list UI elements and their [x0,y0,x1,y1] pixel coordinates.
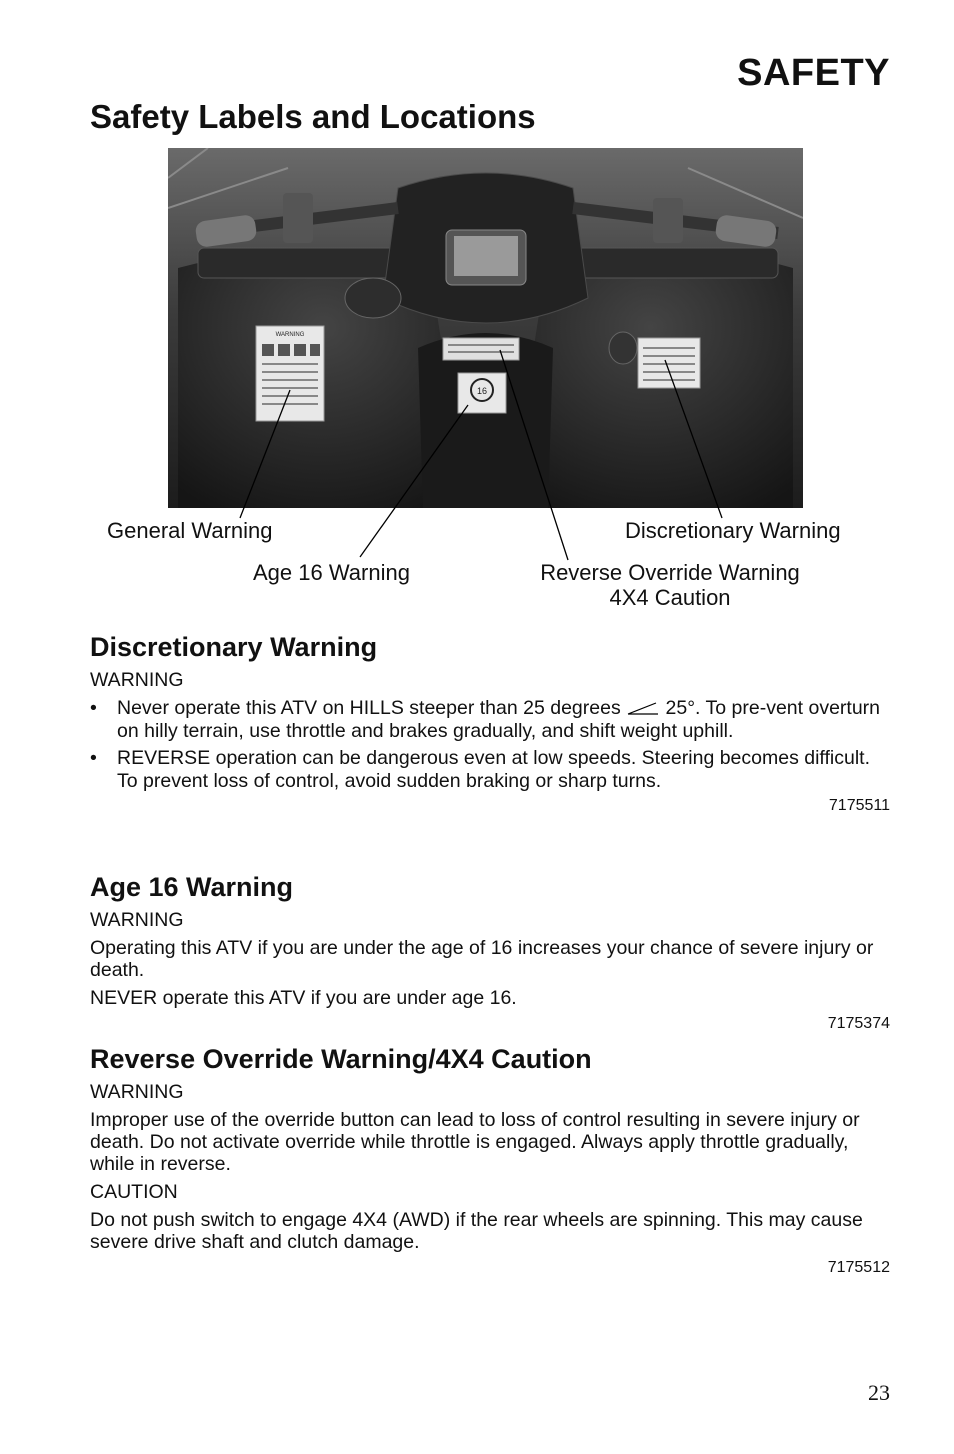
bullet-icon: • [90,697,97,719]
part-number: 7175512 [827,1259,890,1276]
paragraph: Improper use of the override button can lead to loss of control resulting in severe injury or death. Do not activate override while throttle is engaged. Always apply throttle gradually, while in reverse. [90,1109,860,1175]
svg-text:WARNING: WARNING [275,332,305,338]
callout-general-warning: General Warning [107,518,273,543]
part-number: 7175511 [828,797,890,814]
part-number: 7175374 [827,1015,890,1032]
chapter-heading: SAFETY [737,52,890,94]
section-discretionary-warning [90,632,890,815]
warning-label: WARNING [90,669,184,691]
list-item: • REVERSE operation can be dangerous even at low speeds. Steering becomes difficult. To prevent loss of control, avoid sudden braking or sharp turns. [90,747,871,792]
caution-label: CAUTION [90,1181,178,1203]
callout-reverse-line1: Reverse Override Warning [540,560,800,585]
paragraph: NEVER operate this ATV if you are under age 16. [90,987,517,1009]
section-heading: Discretionary Warning [90,632,378,662]
callout-reverse-line2: 4X4 Caution [609,585,731,610]
section-heading: Reverse Override Warning/4X4 Caution [90,1044,592,1074]
paragraph: Operating this ATV if you are under the age of 16 increases your chance of severe injury or death. [90,937,874,981]
page-number: 23 [868,1380,890,1405]
list-item: • Never operate this ATV on HILLS steeper than 25 degrees 25°. To pre-vent overturn on hilly terrain, use throttle and brakes gradually, and shift weight uphill. [90,697,881,742]
page-title: Safety Labels and Locations [90,98,536,135]
section-age16-warning [90,872,890,1033]
svg-text:16: 16 [476,386,488,396]
callout-reverse-override [520,560,820,610]
bullet-icon: • [90,747,97,769]
slope-angle-icon [626,701,660,715]
paragraph: Do not push switch to engage 4X4 (AWD) if the rear wheels are spinning. This may cause severe drive shaft and clutch damage. [90,1209,863,1253]
callout-age16-warning: Age 16 Warning [253,560,410,585]
section-heading: Age 16 Warning [90,872,294,902]
section-reverse-override [90,1044,890,1277]
callout-discretionary-warning: Discretionary Warning [625,518,841,543]
bullet-list [90,697,890,792]
warning-label: WARNING [90,1081,184,1103]
warning-label: WARNING [90,909,184,931]
